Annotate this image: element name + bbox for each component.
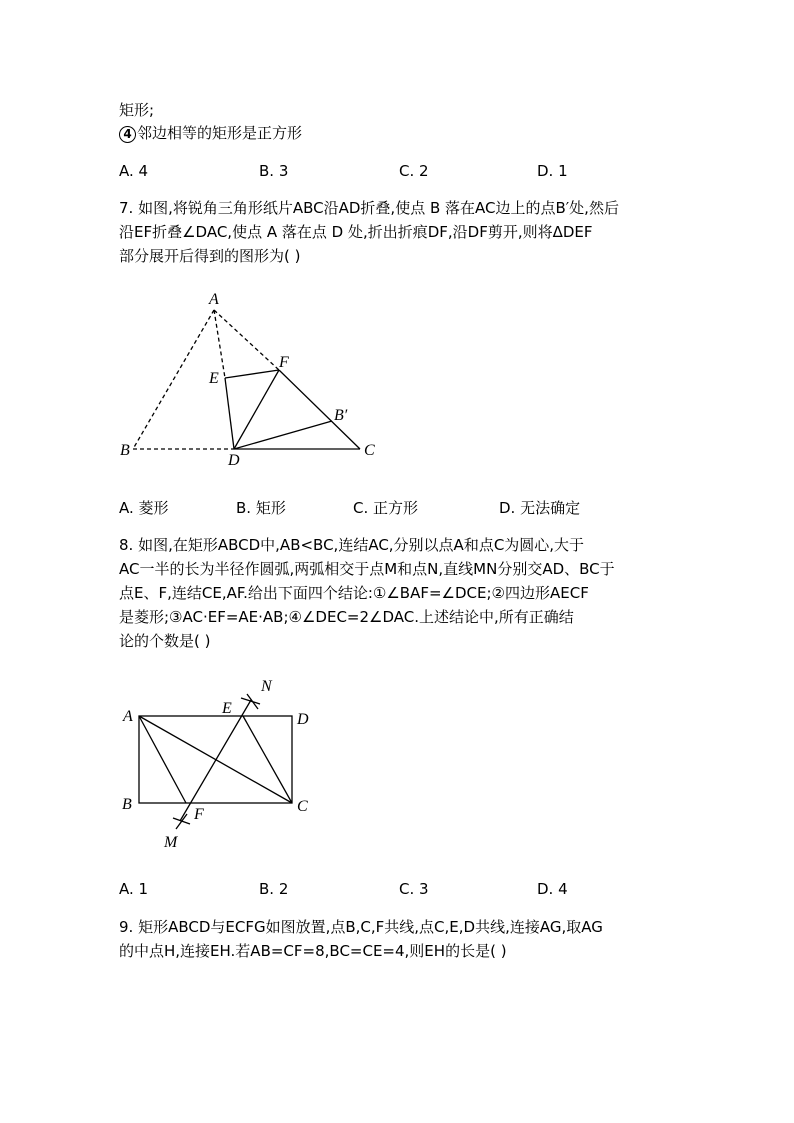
q8-line1: 8. 如图,在矩形ABCD中,AB<BC,连结AC,分别以点A和点C为圆心,大于	[119, 536, 585, 554]
segment-ed	[225, 378, 234, 449]
q7-figure	[110, 285, 390, 470]
label-f: F	[194, 806, 204, 823]
label-a: A	[209, 291, 219, 308]
q6-option-d[interactable]: D. 1	[537, 162, 568, 180]
q8-option-b[interactable]: B. 2	[259, 880, 289, 898]
q9-line2: 的中点H,连接EH.若AB=CF=8,BC=CE=4,则EH的长是( )	[119, 942, 507, 960]
label-a: A	[123, 708, 133, 725]
q6-tail-line1: 矩形;	[119, 101, 155, 119]
label-d: D	[297, 711, 309, 728]
q7-option-c[interactable]: C. 正方形	[353, 499, 419, 517]
label-e: E	[222, 700, 232, 717]
q7-option-b[interactable]: B. 矩形	[236, 499, 286, 517]
label-b: B	[122, 796, 132, 813]
q6-options	[119, 162, 679, 182]
label-e: E	[209, 370, 219, 387]
segment-ab-dashed	[133, 310, 214, 449]
label-m: M	[164, 834, 178, 851]
q7-option-a[interactable]: A. 菱形	[119, 499, 169, 517]
q6-option-c[interactable]: C. 2	[399, 162, 429, 180]
label-b-prime: B′	[334, 407, 348, 424]
segment-df	[234, 370, 279, 449]
arc-mark-m2	[176, 814, 187, 829]
q8-line3: 点E、F,连结CE,AF.给出下面四个结论:①∠BAF=∠DCE;②四边形AECF	[119, 584, 589, 602]
q7-options	[119, 497, 679, 517]
label-f: F	[279, 354, 289, 371]
q8-line4: 是菱形;③AC·EF=AE·AB;④∠DEC=2∠DAC.上述结论中,所有正确结	[119, 608, 574, 626]
q8-figure	[110, 672, 340, 857]
q7-line3: 部分展开后得到的图形为( )	[119, 247, 301, 265]
q8-option-d[interactable]: D. 4	[537, 880, 568, 898]
segment-ae-dashed	[214, 310, 225, 378]
q6-option-b[interactable]: B. 3	[259, 162, 289, 180]
q8-line5: 论的个数是( )	[119, 632, 211, 650]
label-n: N	[261, 678, 272, 695]
q8-line2: AC一半的长为半径作圆弧,两弧相交于点M和点N,直线MN分别交AD、BC于	[119, 560, 615, 578]
segment-fc	[279, 370, 360, 449]
label-c: C	[364, 442, 375, 459]
q7-line1: 7. 如图,将锐角三角形纸片ABC沿AD折叠,使点 B 落在AC边上的点B′处,然后	[119, 199, 619, 217]
label-c: C	[297, 798, 308, 815]
q9-line1: 9. 矩形ABCD与ECFG如图放置,点B,C,F共线,点C,E,D共线,连接AG,取AG	[119, 918, 603, 936]
q8-option-c[interactable]: C. 3	[399, 880, 429, 898]
q7-line2: 沿EF折叠∠DAC,使点 A 落在点 D 处,折出折痕DF,沿DF剪开,则将ΔDEF	[119, 223, 593, 241]
q7-option-d[interactable]: D. 无法确定	[499, 499, 581, 517]
q8-options	[119, 880, 679, 900]
segment-af-dashed	[214, 310, 279, 370]
q6-option-a[interactable]: A. 4	[119, 162, 149, 180]
circled-number: 4	[119, 126, 136, 143]
segment-ef	[225, 370, 279, 378]
q6-statement-4: 邻边相等的矩形是正方形	[137, 124, 303, 142]
label-d: D	[228, 452, 240, 469]
q8-option-a[interactable]: A. 1	[119, 880, 149, 898]
label-b: B	[120, 442, 130, 459]
q6-tail-line2	[119, 123, 302, 143]
segment-db-prime	[234, 421, 332, 449]
segment-ec	[243, 716, 292, 803]
arc-mark-n2	[247, 694, 258, 709]
